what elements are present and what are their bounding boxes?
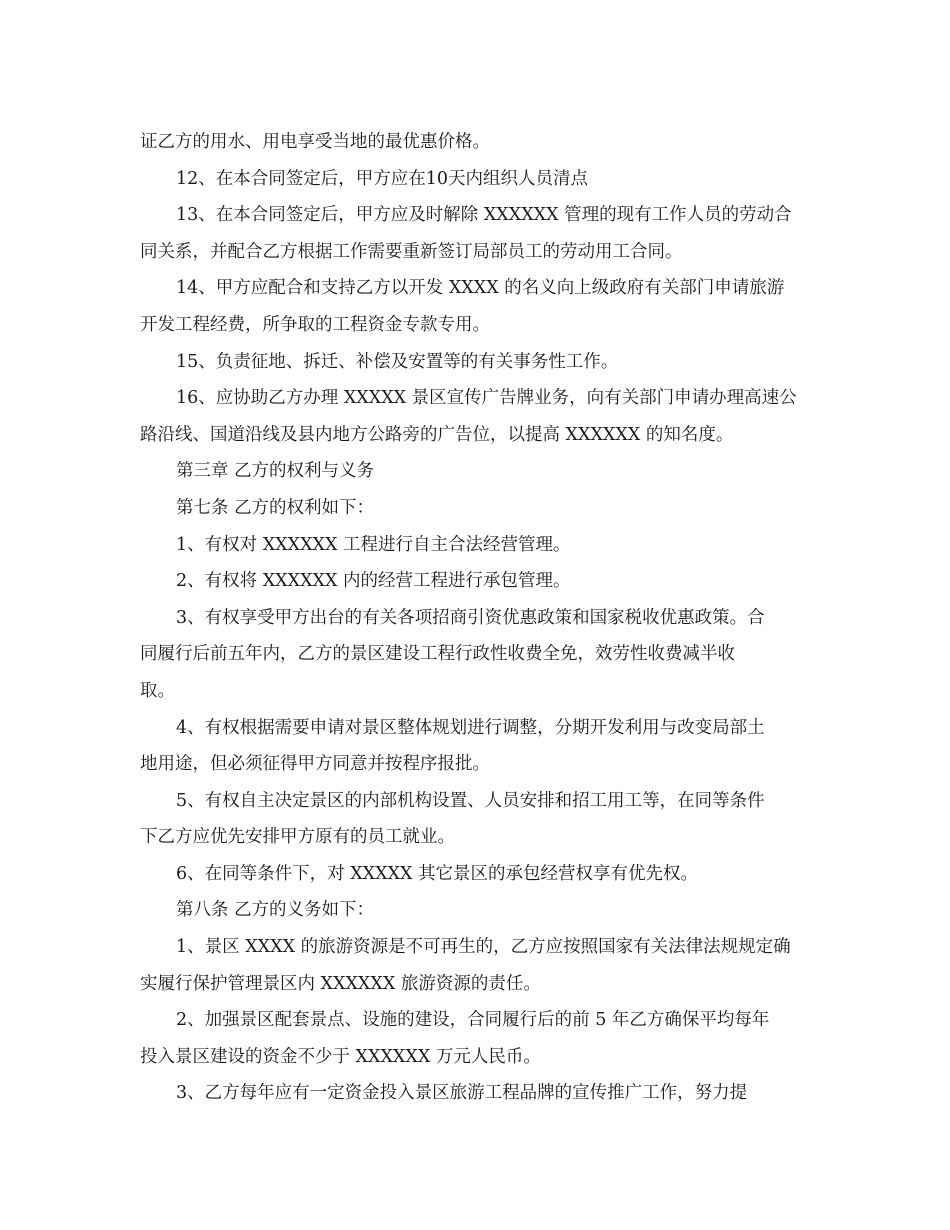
text-line: 13、在本合同签定后，甲方应及时解除 XXXXXX 管理的现有工作人员的劳动合 <box>176 205 792 226</box>
text-line: 2、有权将 XXXXXX 内的经营工程进行承包管理。 <box>176 571 571 592</box>
text-line: 证乙方的用水、用电享受当地的最优惠价格。 <box>140 132 490 152</box>
text-line: 1、有权对 XXXXXX 工程进行自主合法经营管理。 <box>176 534 571 555</box>
text-line: 下乙方应优先安排甲方原有的员工就业。 <box>140 827 455 848</box>
text-line: 取。 <box>140 680 175 701</box>
text-line: 第八条 乙方的义务如下： <box>176 900 375 921</box>
text-line: 6、在同等条件下，对 XXXXX 其它景区的承包经营权享有优先权。 <box>176 863 699 884</box>
text-line: 同履行后前五年内，乙方的景区建设工程行政性收费全免，效劳性收费减半收 <box>140 644 735 665</box>
text-line: 5、有权自主决定景区的内部机构设置、人员安排和招工用工等，在同等条件 <box>176 790 765 811</box>
document-body <box>140 124 820 1112</box>
text-line: 第三章 乙方的权利与义务 <box>176 461 375 482</box>
text-line: 1、景区 XXXX 的旅游资源是不可再生的，乙方应按照国家有关法律法规规定确 <box>176 937 791 958</box>
text-line: 同关系，并配合乙方根据工作需要重新签订局部员工的劳动用工合同。 <box>140 241 683 262</box>
text-line: 投入景区建设的资金不少于 XXXXXX 万元人民币。 <box>140 1046 541 1067</box>
text-line: 开发工程经费，所争取的工程资金专款专用。 <box>140 314 490 335</box>
text-line: 16、应协助乙方办理 XXXXX 景区宣传广告牌业务，向有关部门申请办理高速公 <box>176 388 797 409</box>
text-line: 3、乙方每年应有一定资金投入景区旅游工程品牌的宣传推广工作，努力提 <box>176 1083 748 1104</box>
text-line: 地用途，但必须征得甲方同意并按程序报批。 <box>140 754 490 775</box>
text-line: 12、在本合同签定后，甲方应在10天内组织人员清点 <box>176 168 589 189</box>
text-line: 4、有权根据需要申请对景区整体规划进行调整，分期开发利用与改变局部土 <box>176 717 765 738</box>
text-line: 路沿线、国道沿线及县内地方公路旁的广告位，以提高 XXXXXX 的知名度。 <box>140 424 734 445</box>
text-line: 3、有权享受甲方出台的有关各项招商引资优惠政策和国家税收优惠政策。合 <box>176 607 765 628</box>
text-line: 15、负责征地、拆迁、补偿及安置等的有关事务性工作。 <box>176 351 619 372</box>
text-line: 14、甲方应配合和支持乙方以开发 XXXX 的名义向上级政府有关部门申请旅游 <box>176 278 785 299</box>
text-line: 实履行保护管理景区内 XXXXXX 旅游资源的责任。 <box>140 973 541 994</box>
text-line: 第七条 乙方的权利如下： <box>176 497 375 518</box>
text-line: 2、加强景区配套景点、设施的建设，合同履行后的前 5 年乙方确保平均每年 <box>176 1010 770 1031</box>
